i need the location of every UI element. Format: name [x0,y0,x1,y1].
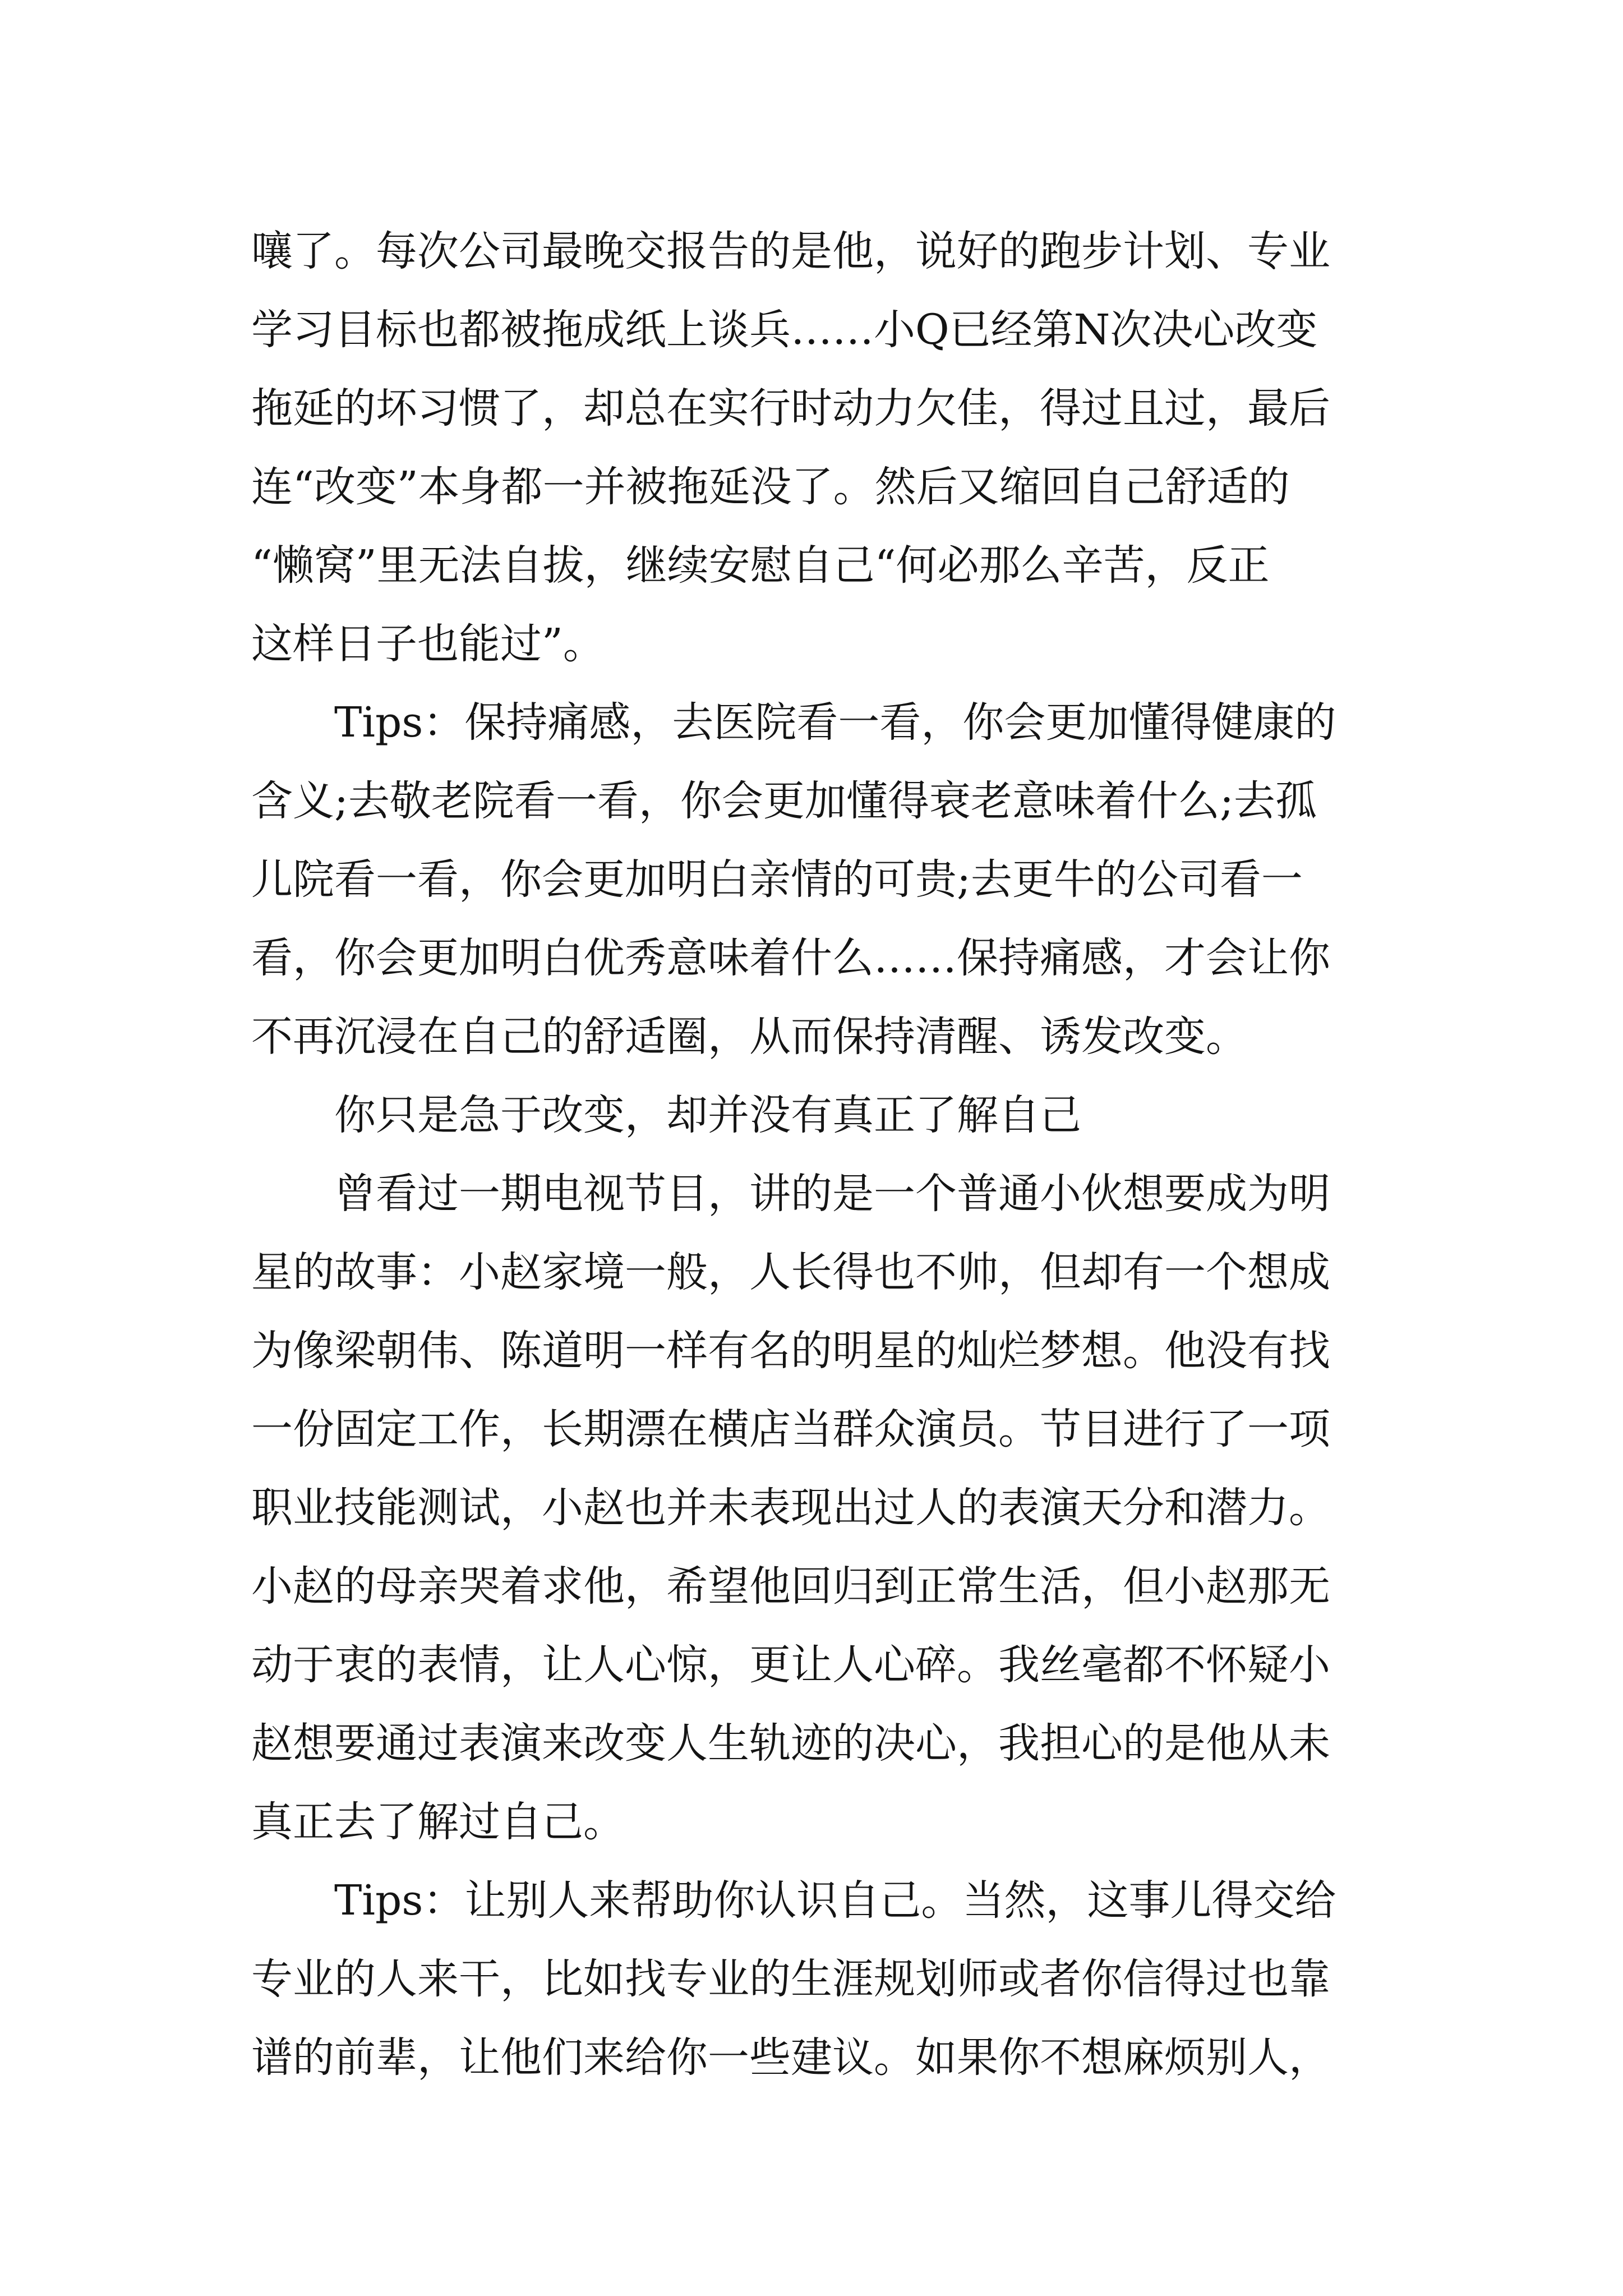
text-line: 星的故事：小赵家境一般，人长得也不帅，但却有一个想成 [251,1248,1330,1296]
text-line: Tips：让别人来帮助你认识自己。当然，这事儿得交给 [334,1876,1336,1925]
text-line: 职业技能测试，小赵也并未表现出过人的表演天分和潜力。 [251,1484,1330,1532]
text-line: 谱的前辈，让他们来给你一些建议。如果你不想麻烦别人， [251,2033,1330,2082]
text-line: 学习目标也都被拖成纸上谈兵……小Q已经第N次决心改变 [251,306,1318,354]
text-line: 真正去了解过自己。 [251,1798,625,1846]
text-line: 动于衷的表情，让人心惊，更让人心碎。我丝毫都不怀疑小 [251,1641,1330,1689]
text-line: 儿院看一看，你会更加明白亲情的可贵;去更牛的公司看一 [251,855,1303,904]
text-line: Tips：保持痛感，去医院看一看，你会更加懂得健康的 [334,698,1336,747]
text-line: 赵想要通过表演来改变人生轨迹的决心，我担心的是他从未 [251,1719,1330,1768]
text-line: 曾看过一期电视节目，讲的是一个普通小伙想要成为明 [334,1170,1330,1218]
text-line: 看，你会更加明白优秀意味着什么……保持痛感，才会让你 [251,934,1330,982]
text-line: 这样日子也能过”。 [251,620,605,668]
text-line: “懒窝”里无法自拔，继续安慰自己“何必那么辛苦，反正 [251,541,1270,590]
text-line: 不再沉浸在自己的舒适圈，从而保持清醒、诱发改变。 [251,1013,1247,1061]
text-line: 含义;去敬老院看一看，你会更加懂得衰老意味着什么;去孤 [251,777,1317,825]
text-line: 嚷了。每次公司最晚交报告的是他，说好的跑步计划、专业 [251,227,1330,275]
body-text [251,212,1390,2097]
text-line: 为像梁朝伟、陈道明一样有名的明星的灿烂梦想。他没有找 [251,1327,1330,1375]
text-line: 一份固定工作，长期漂在横店当群众演员。节目进行了一项 [251,1405,1330,1453]
text-line: 拖延的坏习惯了，却总在实行时动力欠佳，得过且过，最后 [251,384,1330,432]
text-line: 连“改变”本身都一并被拖延没了。然后又缩回自己舒适的 [251,463,1290,511]
section-heading: 你只是急于改变，却并没有真正了解自己 [334,1091,1081,1139]
text-line: 专业的人来干，比如找专业的生涯规划师或者你信得过也靠 [251,1955,1330,2003]
text-line: 小赵的母亲哭着求他，希望他回归到正常生活，但小赵那无 [251,1562,1330,1611]
